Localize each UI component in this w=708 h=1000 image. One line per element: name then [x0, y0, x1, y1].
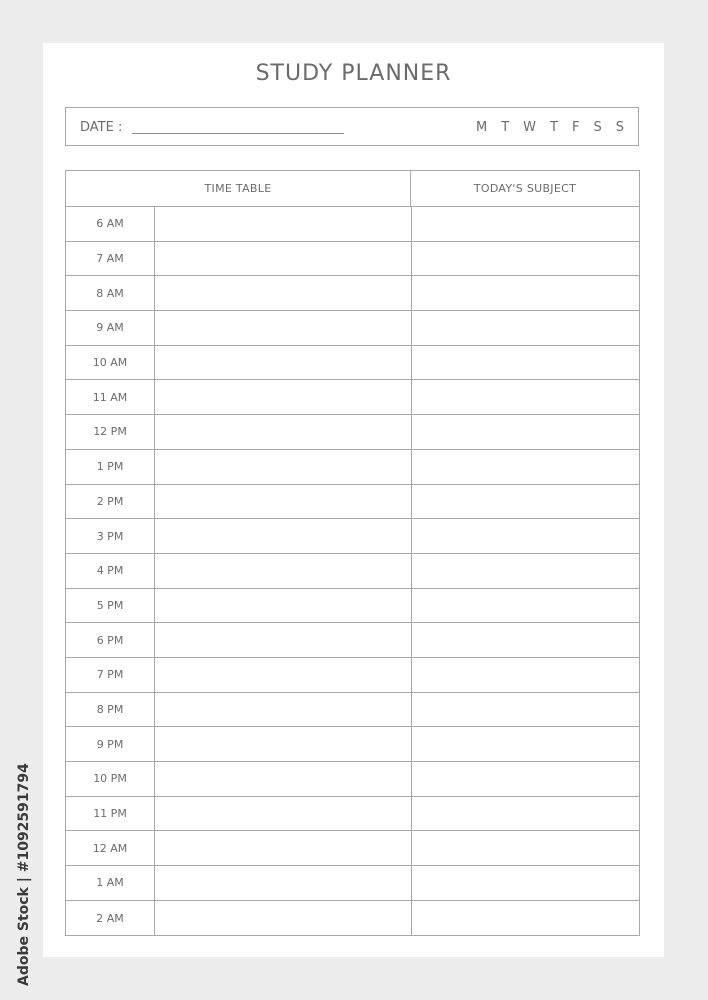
- time-entry-cell[interactable]: [155, 519, 412, 553]
- page-title: STUDY PLANNER: [255, 61, 452, 86]
- table-row: [66, 346, 639, 381]
- weekday-thu[interactable]: T: [550, 120, 558, 135]
- time-label: 9 PM: [66, 727, 155, 761]
- weekday-tue[interactable]: T: [501, 120, 510, 135]
- subject-entry-cell[interactable]: [412, 623, 639, 657]
- table-row: [66, 519, 639, 554]
- subject-entry-cell[interactable]: [412, 450, 639, 484]
- time-entry-cell[interactable]: [155, 450, 412, 484]
- table-row: [66, 623, 639, 658]
- table-row: [66, 276, 639, 311]
- subject-entry-cell[interactable]: [412, 276, 639, 310]
- stock-credit-text: Adobe Stock | #1092591794: [16, 763, 32, 986]
- time-label: 12 AM: [66, 831, 155, 865]
- subject-entry-cell[interactable]: [412, 554, 639, 588]
- date-label: DATE :: [80, 120, 123, 135]
- subject-entry-cell[interactable]: [412, 866, 639, 900]
- subject-entry-cell[interactable]: [412, 797, 639, 831]
- time-entry-cell[interactable]: [155, 311, 412, 345]
- table-row: [66, 901, 639, 936]
- subject-entry-cell[interactable]: [412, 346, 639, 380]
- table-row: [66, 311, 639, 346]
- table-row: [66, 727, 639, 762]
- table-row: [66, 415, 639, 450]
- table-row: [66, 242, 639, 277]
- subject-header: TODAY'S SUBJECT: [473, 182, 577, 195]
- subject-entry-cell[interactable]: [412, 901, 639, 936]
- table-row: [66, 831, 639, 866]
- subject-entry-cell[interactable]: [412, 658, 639, 692]
- subject-entry-cell[interactable]: [412, 485, 639, 519]
- weekday-sun[interactable]: S: [615, 120, 624, 135]
- subject-entry-cell[interactable]: [412, 311, 639, 345]
- time-label: 6 PM: [66, 623, 155, 657]
- time-label: 3 PM: [66, 519, 155, 553]
- time-entry-cell[interactable]: [155, 415, 412, 449]
- table-row: [66, 380, 639, 415]
- table-row: [66, 207, 639, 242]
- time-entry-cell[interactable]: [155, 346, 412, 380]
- time-label: 12 PM: [66, 415, 155, 449]
- subject-entry-cell[interactable]: [412, 519, 639, 553]
- table-row: [66, 797, 639, 832]
- planner-page: [43, 43, 664, 957]
- table-row: [66, 762, 639, 797]
- time-entry-cell[interactable]: [155, 623, 412, 657]
- schedule-header: [66, 171, 639, 207]
- time-label: 10 AM: [66, 346, 155, 380]
- time-table-header: TIME TABLE: [66, 171, 411, 206]
- subject-entry-cell[interactable]: [412, 380, 639, 414]
- table-row: [66, 658, 639, 693]
- table-row: [66, 554, 639, 589]
- time-label: 11 AM: [66, 380, 155, 414]
- time-entry-cell[interactable]: [155, 589, 412, 623]
- time-label: 1 AM: [66, 866, 155, 900]
- time-entry-cell[interactable]: [155, 693, 412, 727]
- weekday-fri[interactable]: F: [571, 120, 580, 135]
- schedule-rows: [66, 207, 639, 935]
- subject-entry-cell[interactable]: [412, 415, 639, 449]
- time-entry-cell[interactable]: [155, 727, 412, 761]
- time-entry-cell[interactable]: [155, 831, 412, 865]
- time-entry-cell[interactable]: [155, 485, 412, 519]
- subject-entry-cell[interactable]: [412, 589, 639, 623]
- time-label: 8 PM: [66, 693, 155, 727]
- time-label: 9 AM: [66, 311, 155, 345]
- weekday-sat[interactable]: S: [593, 120, 602, 135]
- weekday-wed[interactable]: W: [523, 120, 537, 135]
- subject-entry-cell[interactable]: [412, 727, 639, 761]
- time-label: 1 PM: [66, 450, 155, 484]
- time-entry-cell[interactable]: [155, 242, 412, 276]
- subject-entry-cell[interactable]: [412, 693, 639, 727]
- subject-entry-cell[interactable]: [412, 207, 639, 241]
- time-label: 8 AM: [66, 276, 155, 310]
- time-label: 10 PM: [66, 762, 155, 796]
- schedule-table: [65, 170, 640, 936]
- time-label: 4 PM: [66, 554, 155, 588]
- time-entry-cell[interactable]: [155, 380, 412, 414]
- time-label: 5 PM: [66, 589, 155, 623]
- time-entry-cell[interactable]: [155, 901, 412, 936]
- table-row: [66, 485, 639, 520]
- time-entry-cell[interactable]: [155, 207, 412, 241]
- table-row: [66, 589, 639, 624]
- table-row: [66, 450, 639, 485]
- time-entry-cell[interactable]: [155, 797, 412, 831]
- time-label: 6 AM: [66, 207, 155, 241]
- time-label: 7 AM: [66, 242, 155, 276]
- time-label: 11 PM: [66, 797, 155, 831]
- subject-entry-cell[interactable]: [412, 242, 639, 276]
- weekday-mon[interactable]: M: [476, 120, 488, 135]
- subject-entry-cell[interactable]: [412, 831, 639, 865]
- time-entry-cell[interactable]: [155, 658, 412, 692]
- weekday-selector: [476, 120, 624, 135]
- stock-credit: [14, 756, 34, 986]
- time-label: 7 PM: [66, 658, 155, 692]
- time-entry-cell[interactable]: [155, 866, 412, 900]
- subject-entry-cell[interactable]: [412, 762, 639, 796]
- time-entry-cell[interactable]: [155, 762, 412, 796]
- time-label: 2 AM: [66, 901, 155, 936]
- time-entry-cell[interactable]: [155, 554, 412, 588]
- date-field-line[interactable]: [132, 133, 344, 134]
- date-box: [65, 107, 639, 146]
- table-row: [66, 866, 639, 901]
- time-entry-cell[interactable]: [155, 276, 412, 310]
- table-row: [66, 693, 639, 728]
- time-label: 2 PM: [66, 485, 155, 519]
